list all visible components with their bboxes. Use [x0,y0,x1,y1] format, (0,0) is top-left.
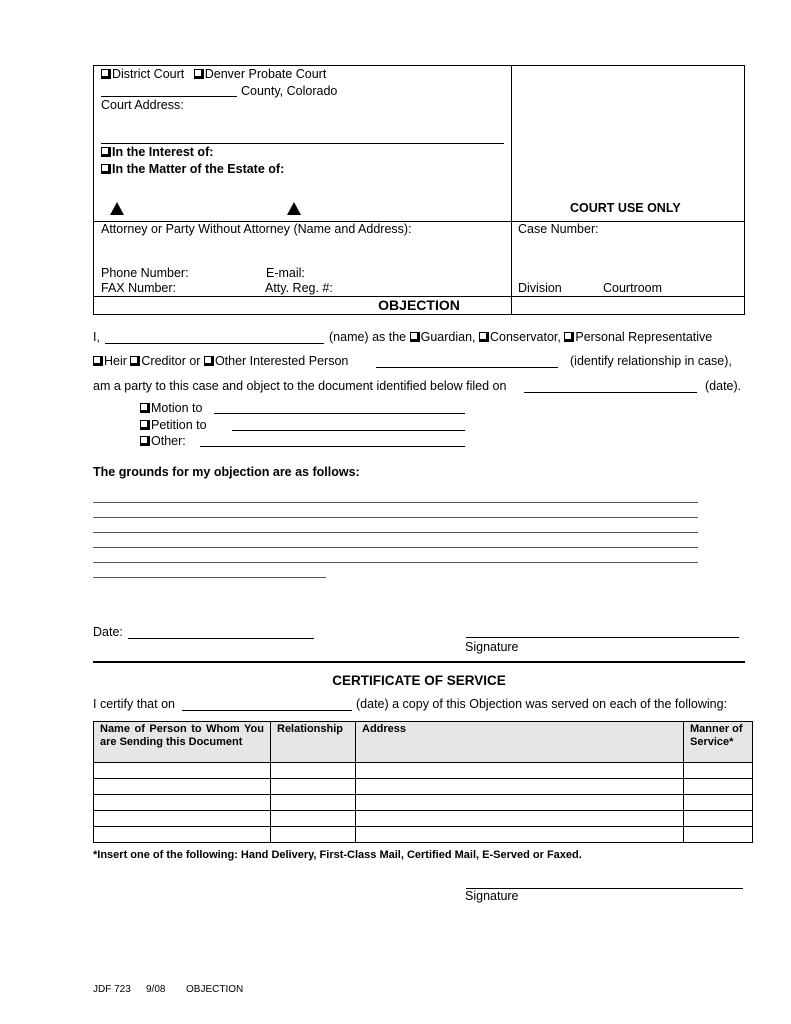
name-blank[interactable] [105,343,324,344]
creditor-label: Creditor or [141,354,201,368]
date-label: Date: [93,625,123,639]
header-name: Name of Person to Whom You are Sending this Document [94,722,271,763]
table-cell[interactable] [684,779,753,795]
conservator-label: Conservator, [490,330,561,344]
grounds-line[interactable] [93,577,326,578]
footer-form-id: JDF 723 [93,984,131,995]
fax-label: FAX Number: [101,281,177,295]
personal-rep-checkbox[interactable] [564,332,574,342]
division-label: Division [518,281,562,295]
relation-row [93,354,348,368]
certificate-title: CERTIFICATE OF SERVICE [332,673,506,688]
section-divider [93,661,745,663]
motion-blank[interactable] [214,413,465,414]
caption-box [93,65,745,315]
conservator-checkbox[interactable] [479,332,489,342]
petition-label: Petition to [151,418,207,432]
table-row [94,763,753,779]
table-cell[interactable] [94,763,271,779]
other-checkbox[interactable] [140,436,150,446]
case-number-label: Case Number: [518,222,599,236]
caption-divider [511,65,512,315]
atty-reg-label: Atty. Reg. #: [265,281,333,295]
grounds-line[interactable] [93,562,698,563]
heir-label: Heir [104,354,127,368]
table-cell[interactable] [684,795,753,811]
phone-label: Phone Number: [101,266,189,280]
denver-probate-label: Denver Probate Court [204,67,327,81]
petition-row [140,418,207,432]
estate-of-label: In the Matter of the Estate of: [112,162,285,176]
creditor-checkbox[interactable] [130,356,140,366]
table-cell[interactable] [271,763,356,779]
attorney-label: Attorney or Party Without Attorney (Name and Address): [101,222,412,236]
interest-of-row [101,145,213,159]
name-as-label: (name) as the [329,330,407,344]
table-cell[interactable] [271,779,356,795]
relationship-blank[interactable] [376,367,558,368]
manner-note: *Insert one of the following: Hand Delivery, First-Class Mail, Certified Mail, E-Served or Faxed. [93,849,582,861]
table-cell[interactable] [356,811,684,827]
table-row [94,827,753,843]
grounds-line[interactable] [93,532,698,533]
county-blank[interactable] [101,96,237,97]
grounds-line[interactable] [93,502,698,503]
service-table [93,721,753,843]
table-cell[interactable] [356,827,684,843]
personal-rep-label: Personal Representative [575,330,713,344]
header-manner: Manner of Service* [684,722,753,763]
party-line: am a party to this case and object to the document identified below filed on [93,379,507,393]
email-label: E-mail: [266,266,305,280]
district-court-label: District Court [112,67,185,81]
interest-of-checkbox[interactable] [101,147,111,157]
triangle-icon [287,202,301,215]
table-cell[interactable] [684,811,753,827]
district-court-checkbox[interactable] [101,69,111,79]
table-cell[interactable] [271,795,356,811]
motion-label: Motion to [151,401,203,415]
table-cell[interactable] [94,795,271,811]
table-row [94,795,753,811]
certificate-signature-label: Signature [465,889,519,903]
court-address-label: Court Address: [101,98,184,112]
estate-of-checkbox[interactable] [101,164,111,174]
denver-probate-checkbox[interactable] [194,69,204,79]
estate-of-row [101,162,284,176]
other-interested-label: Other Interested Person [214,354,349,368]
table-row [94,779,753,795]
signature-blank[interactable] [466,637,739,638]
footer-form-name: OBJECTION [186,984,244,995]
table-cell[interactable] [94,779,271,795]
certify-suffix: (date) a copy of this Objection was served on each of the following: [356,697,728,711]
other-row [140,434,186,448]
court-address-blank[interactable] [101,143,504,144]
motion-checkbox[interactable] [140,403,150,413]
triangle-icon [110,202,124,215]
county-label: County, Colorado [241,84,338,98]
heir-checkbox[interactable] [93,356,103,366]
page-title: OBJECTION [378,297,460,313]
header-address: Address [356,722,684,763]
date-paren: (date). [705,379,742,393]
other-blank[interactable] [200,446,465,447]
table-cell[interactable] [94,811,271,827]
date-blank[interactable] [128,638,314,639]
grounds-line[interactable] [93,517,698,518]
table-row [94,811,753,827]
court-use-only: COURT USE ONLY [570,201,681,215]
table-cell[interactable] [356,795,684,811]
grounds-heading: The grounds for my objection are as follows: [93,465,360,479]
i-label: I, [93,330,100,344]
identify-label: (identify relationship in case), [570,354,732,368]
guardian-label: Guardian, [420,330,476,344]
table-cell[interactable] [684,827,753,843]
header-relationship: Relationship [271,722,356,763]
role-row [329,330,712,344]
table-cell[interactable] [94,827,271,843]
petition-blank[interactable] [232,430,465,431]
table-cell[interactable] [356,763,684,779]
guardian-checkbox[interactable] [410,332,420,342]
table-header-row [94,722,753,763]
interest-of-label: In the Interest of: [112,145,214,159]
signature-label: Signature [465,640,519,654]
table-cell[interactable] [271,827,356,843]
table-cell[interactable] [684,763,753,779]
other-label: Other: [151,434,186,448]
service-date-blank[interactable] [182,710,352,711]
motion-row [140,401,202,415]
other-interested-checkbox[interactable] [204,356,214,366]
court-type-row [101,67,326,81]
table-cell[interactable] [271,811,356,827]
table-cell[interactable] [356,779,684,795]
grounds-line[interactable] [93,547,698,548]
courtroom-label: Courtroom [603,281,663,295]
petition-checkbox[interactable] [140,420,150,430]
certify-prefix: I certify that on [93,697,175,711]
filed-date-blank[interactable] [524,392,697,393]
footer-revision: 9/08 [146,984,166,995]
